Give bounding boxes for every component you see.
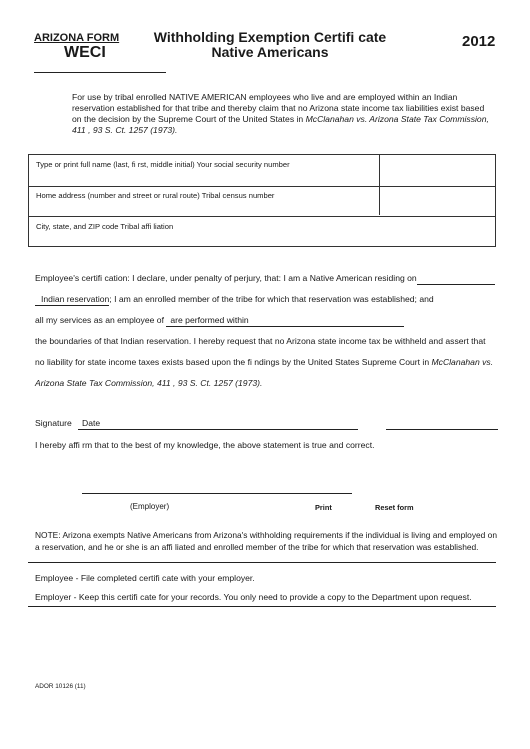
certification-line-5	[35, 357, 493, 368]
certification-text: Employee's certifi cation: I declare, under penalty of perjury, that: I am a Native American residing on	[35, 273, 417, 283]
address-census-field[interactable]: Home address (number and street or rural route) Tribal census number	[36, 191, 275, 200]
affirmation-text: I hereby affi rm that to the best of my knowledge, the above statement is true and correct.	[35, 440, 375, 450]
instructions-divider	[28, 606, 496, 607]
form-footer-code: ADOR 10126 (11)	[35, 683, 86, 690]
table-row-divider	[29, 216, 495, 217]
header-divider	[34, 72, 166, 73]
employer-instruction: Employer - Keep this certifi cate for your records. You only need to provide a copy to the Department upon request.	[35, 592, 472, 602]
intro-text: For use by tribal enrolled NATIVE AMERICAN employees who live and are employed within an Indian reservation established for that tribe and thereby claim that no Arizona state income tax liabilities exist based on the decision by the Supreme Court of the United States in	[72, 92, 485, 124]
employee-instruction: Employee - File completed certifi cate with your employer.	[35, 573, 255, 583]
employer-signature-field[interactable]	[82, 493, 352, 494]
reservation-name-field[interactable]	[417, 273, 495, 285]
form-name: ARIZONA FORM	[34, 32, 120, 44]
employee-info-table	[28, 154, 496, 247]
form-year: 2012	[462, 33, 496, 50]
certification-line-2	[35, 294, 434, 306]
certification-text: all my services as an employee of	[35, 315, 164, 325]
table-column-divider	[379, 155, 380, 215]
table-row-divider	[29, 186, 495, 187]
title-line-1: Withholding Exemption Certifi cate	[153, 29, 387, 45]
employer-name-field[interactable]	[166, 315, 404, 327]
certification-case: Arizona State Tax Commission, 411 , 93 S. Ct. 1257 (1973).	[35, 378, 263, 388]
employer-label: (Employer)	[130, 502, 170, 511]
print-button[interactable]: Print	[315, 503, 332, 512]
note-divider	[28, 562, 496, 563]
form-title	[130, 30, 410, 60]
date-field[interactable]	[386, 429, 498, 430]
signature-label: Signature	[35, 418, 72, 428]
name-ssn-field[interactable]: Type or print full name (last, fi rst, middle initial) Your social security number	[36, 160, 290, 169]
signature-field[interactable]	[78, 429, 358, 430]
city-affiliation-field[interactable]: City, state, and ZIP code Tribal affi liation	[36, 222, 174, 231]
certification-line-3	[35, 315, 404, 327]
reservation-fill[interactable]: Indian reservation	[35, 294, 109, 306]
intro-case-citation: McClanahan vs. Arizona State Tax Commission, 411 , 93 S. Ct. 1257 (1973).	[72, 114, 489, 135]
form-code: WECI	[64, 44, 106, 61]
reset-form-button[interactable]: Reset form	[375, 503, 414, 512]
certification-line-6	[35, 378, 262, 389]
certification-line-4: the boundaries of that Indian reservation. I hereby request that no Arizona state income tax be withheld and assert that	[35, 336, 486, 346]
intro-paragraph	[72, 92, 492, 136]
employer-fill-text: are performed within	[170, 315, 249, 325]
certification-text: no liability for state income taxes exists based upon the fi ndings by the United States Supreme Court in	[35, 357, 432, 367]
date-label: Date	[82, 418, 101, 428]
note-paragraph: NOTE: Arizona exempts Native Americans from Arizona's withholding requirements if the individual is living and employed on a reservation, and he or she is an affi liated and enrolled member of the tribe for which that reservation was established.	[35, 530, 497, 552]
title-line-2: Native Americans	[211, 44, 329, 60]
certification-text: ; I am an enrolled member of the tribe for which that reservation was established; and	[109, 294, 434, 304]
certification-case: McClanahan vs.	[431, 357, 494, 367]
certification-line-1	[35, 273, 495, 285]
